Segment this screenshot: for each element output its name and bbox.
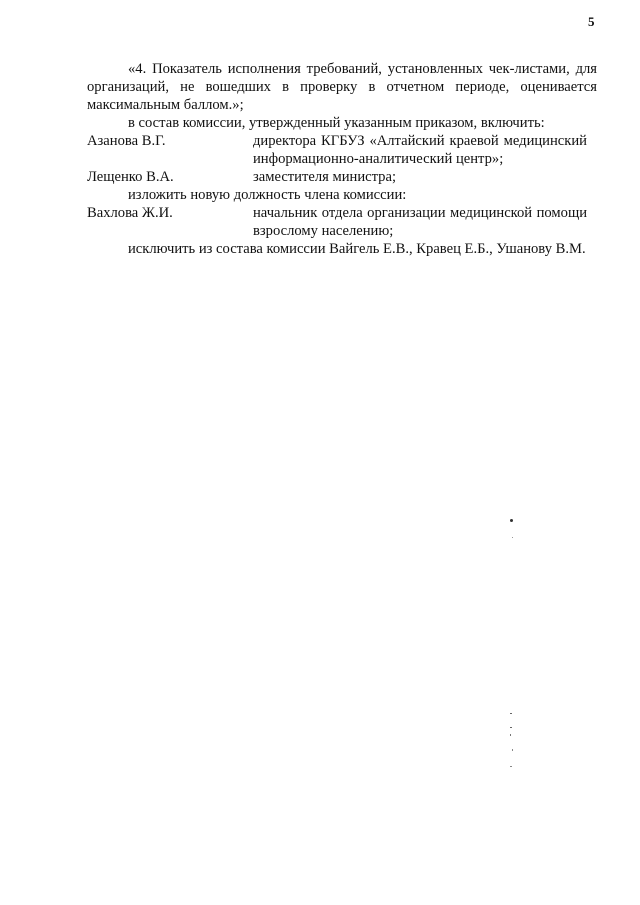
paragraph-change-intro: изложить новую должность члена комиссии: <box>128 187 407 203</box>
document-body <box>87 60 597 258</box>
member-row-vakhlova <box>87 204 597 240</box>
member-role: начальник отдела организации медицинской помощи взрослому населению; <box>253 205 587 239</box>
member-row-azanova <box>87 132 597 168</box>
member-name: Лещенко В.А. <box>87 169 174 185</box>
paragraph-exclude: исключить из состава комиссии Вайгель Е.В., Кравец Е.Б., Ушанову В.М. <box>128 241 586 257</box>
member-name: Азанова В.Г. <box>87 133 166 149</box>
member-row-leshchenko <box>87 168 597 186</box>
member-name: Вахлова Ж.И. <box>87 205 173 221</box>
page-number: 5 <box>588 14 595 29</box>
paragraph-indicator-4: «4. Показатель исполнения требований, установленных чек-листами, для организаций, не вошедших в проверку в отчетном периоде, оценивается максимальным баллом.»; <box>87 61 597 113</box>
paragraph-include-intro: в состав комиссии, утвержденный указанным приказом, включить: <box>128 115 545 131</box>
scan-artifact <box>510 734 511 736</box>
scan-artifact <box>512 749 513 751</box>
scan-artifact-dot <box>510 519 513 522</box>
scan-artifact <box>512 537 513 538</box>
member-role: директора КГБУЗ «Алтайский краевой медицинский информационно-аналитический центр»; <box>253 133 587 167</box>
scan-artifact <box>510 727 512 728</box>
member-role: заместителя министра; <box>253 169 397 185</box>
scan-artifact <box>510 766 512 767</box>
scan-artifact <box>510 713 512 714</box>
